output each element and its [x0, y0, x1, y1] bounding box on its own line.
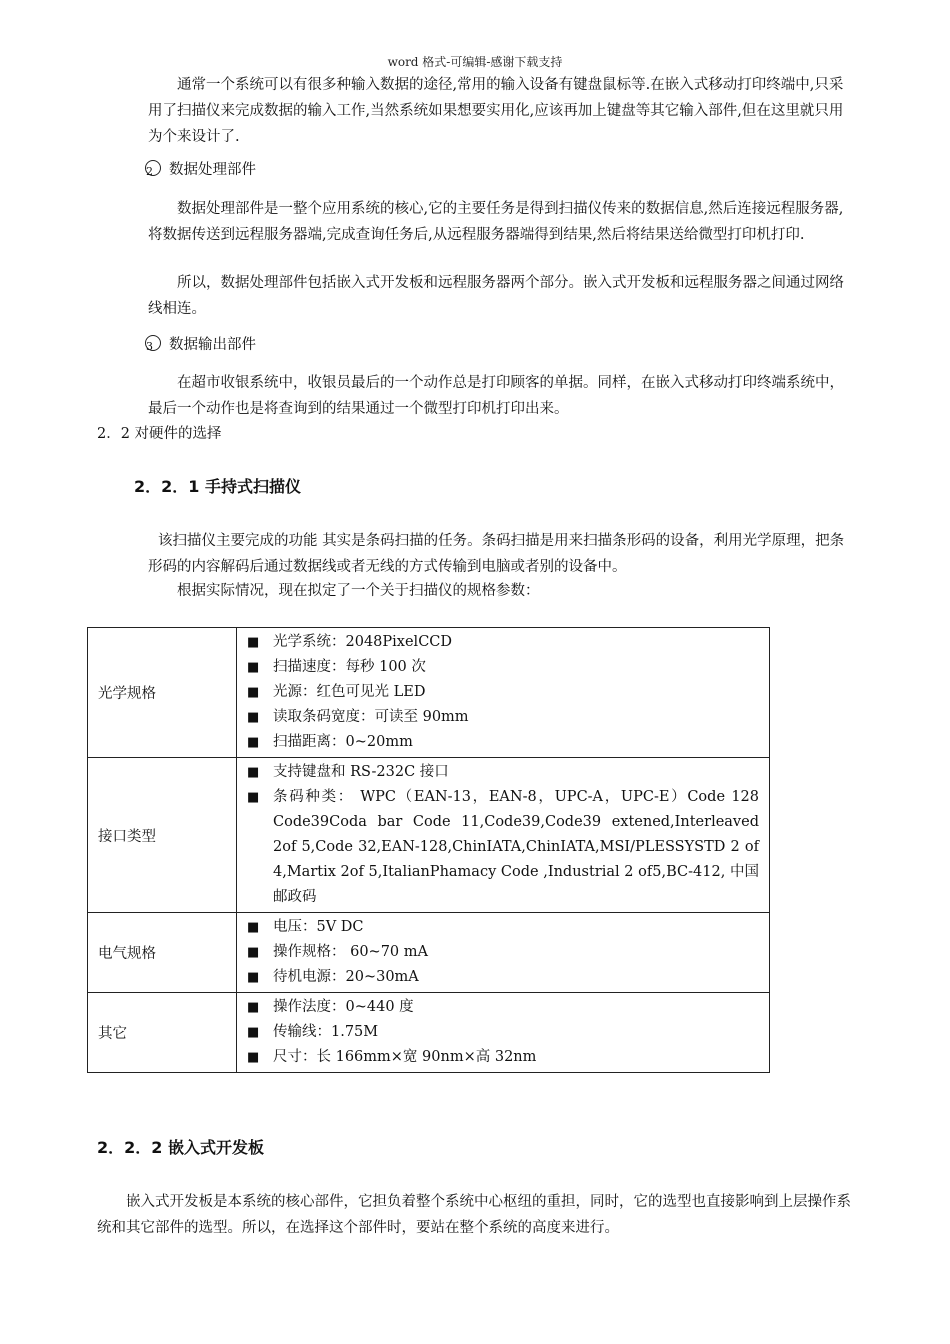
scanner-paragraph-1: 该扫描仪主要完成的功能 其实是条码扫描的任务。条码扫描是用来扫描条形码的设备，利用光学原理，把条形码的内容解码后通过数据线或者无线的方式传输到电脑或者别的设备中。: [148, 533, 845, 575]
circled-number-3: 3: [143, 335, 161, 353]
square-bullet-icon: ■: [247, 710, 260, 725]
list-item: ■ 扫描速度：每秒 100 次: [247, 655, 759, 680]
square-bullet-icon: ■: [247, 790, 260, 805]
list-item: ■ 光源：红色可见光 LED: [247, 680, 759, 705]
square-bullet-icon: ■: [247, 920, 260, 935]
subsection-data-processing: [143, 158, 256, 179]
square-bullet-icon: ■: [247, 1000, 260, 1015]
list-item: ■ 传输线：1.75M: [247, 1020, 759, 1045]
list-item: ■ 读取条码宽度：可读至 90mm: [247, 705, 759, 730]
square-bullet-icon: ■: [247, 1025, 260, 1040]
square-bullet-icon: ■: [247, 635, 260, 650]
square-bullet-icon: ■: [247, 765, 260, 780]
section-heading-2-2: 2．2 对硬件的选择: [97, 426, 222, 442]
category-cell: 接口类型: [88, 758, 237, 913]
scanner-paragraph-2: 根据实际情况，现在拟定了一个关于扫描仪的规格参数：: [177, 583, 540, 599]
subsection-label: 数据输出部件: [169, 337, 256, 353]
square-bullet-icon: ■: [247, 660, 260, 675]
list-item: ■ 操作法度：0~440 度: [247, 995, 759, 1020]
category-cell: 其它: [88, 993, 237, 1073]
intro-paragraph: 通常一个系统可以有很多种输入数据的途径,常用的输入设备有键盘鼠标等.在嵌入式移动打印终端中,只采用了扫描仪来完成数据的输入工作,当然系统如果想要实用化,应该再加上键盘等其它输入部件,但在这里就只用为个来设计了.: [148, 77, 844, 145]
processing-paragraph-2: 所以，数据处理部件包括嵌入式开发板和远程服务器两个部分。嵌入式开发板和远程服务器之间通过网络线相连。: [148, 275, 844, 317]
output-paragraph: 在超市收银系统中，收银员最后的一个动作总是打印顾客的单据。同样，在嵌入式移动打印终端系统中，最后一个动作也是将查询到的结果通过一个微型打印机打印出来。: [148, 375, 844, 417]
items-cell: [237, 993, 770, 1073]
spec-table: [87, 627, 770, 1073]
subsection-data-output: [143, 333, 256, 354]
square-bullet-icon: ■: [247, 1050, 260, 1065]
subsection-label: 数据处理部件: [169, 162, 256, 178]
items-cell: [237, 628, 770, 758]
list-item: ■ 扫描距离：0~20mm: [247, 730, 759, 755]
items-cell: [237, 758, 770, 913]
table-row: [88, 628, 770, 758]
square-bullet-icon: ■: [247, 735, 260, 750]
heading-2-2-2: 2．2．2 嵌入式开发板: [97, 1138, 264, 1157]
list-item: ■ 光学系统：2048PixelCCD: [247, 630, 759, 655]
list-item: ■ 支持键盘和 RS-232C 接口: [247, 760, 759, 785]
circled-number-2: 2: [143, 160, 161, 178]
square-bullet-icon: ■: [247, 970, 260, 985]
table-row: [88, 758, 770, 913]
square-bullet-icon: ■: [247, 685, 260, 700]
square-bullet-icon: ■: [247, 945, 260, 960]
table-row: [88, 993, 770, 1073]
items-cell: [237, 913, 770, 993]
list-item: ■ 待机电源：20~30mA: [247, 965, 759, 990]
list-item: ■ 电压：5V DC: [247, 915, 759, 940]
category-cell: 电气规格: [88, 913, 237, 993]
list-item: ■ 尺寸：长 166mm×宽 90nm×高 32nm: [247, 1045, 759, 1070]
category-cell: 光学规格: [88, 628, 237, 758]
heading-2-2-1: 2．2．1 手持式扫描仪: [134, 477, 301, 496]
list-item: ■ 条码种类： WPC（EAN-13，EAN-8，UPC-A，UPC-E）Code 128 Code39Coda bar Code 11,Code39,Code39 extened,Interleaved 2of 5,Code 32,EAN-128,ChinIATA,ChinIATA,MSI/PLESSYSTD 2 of 4,Martix 2of 5,ItalianPhamacy Code ,Industrial 2 of5,BC-412, 中国邮政码: [247, 785, 759, 910]
page-header: word 格式-可编辑-感谢下载支持: [387, 55, 563, 69]
processing-paragraph-1: 数据处理部件是一整个应用系统的核心,它的主要任务是得到扫描仪传来的数据信息,然后连接远程服务器,将数据传送到远程服务器端,完成查询任务后,从远程服务器端得到结果,然后将结果送给微型打印机打印.: [148, 201, 844, 243]
list-item: ■ 操作规格： 60~70 mA: [247, 940, 759, 965]
board-paragraph: 嵌入式开发板是本系统的核心部件，它担负着整个系统中心枢纽的重担，同时，它的选型也直接影响到上层操作系统和其它部件的选型。所以，在选择这个部件时，要站在整个系统的高度来进行。: [97, 1194, 851, 1236]
table-row: [88, 913, 770, 993]
